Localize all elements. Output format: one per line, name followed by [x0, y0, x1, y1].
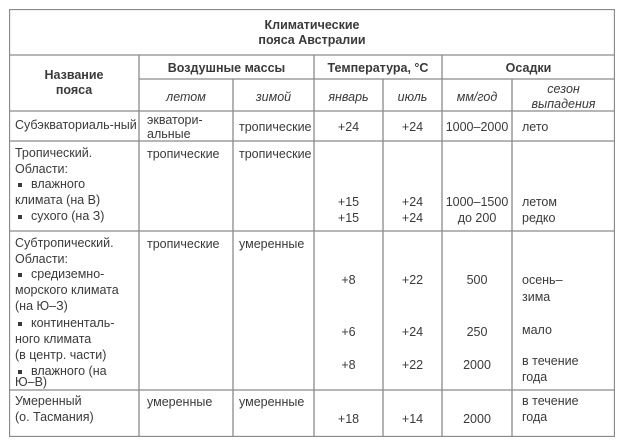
subequatorial-jan: +24 [337, 120, 360, 134]
subtropical-area-1-jul: +22 [401, 273, 424, 287]
temperate-jul: +14 [401, 412, 424, 426]
header-zone-name-line-1: Название [44, 68, 104, 82]
tropical-area-2-mm: до 200 [457, 211, 497, 225]
header-mm-year: мм/год [456, 90, 498, 104]
subtropical-area-3-mm: 2000 [463, 358, 491, 372]
subtropical-summer: тропические [147, 237, 220, 251]
subtropical-area-1-season-line-1: осень– [522, 273, 563, 287]
subtropical-winter: умеренные [239, 237, 305, 251]
tropical-area-1-label-line-1: влажного [31, 177, 86, 191]
table-title-line-2: пояса Австралии [258, 33, 366, 47]
header-zone-name-line-2: пояса [55, 83, 93, 97]
tropical-area-1-mm: 1000–1500 [445, 195, 509, 209]
subtropical-area-2-label-line-3: (в центр. части) [15, 348, 107, 362]
subequatorial-season: лето [522, 120, 549, 134]
header-january: январь [328, 90, 369, 104]
subtropical-area-2-label-line-2: ного климата [15, 332, 92, 346]
subtropical-area-3-season-line-1: в течение [522, 354, 579, 368]
subtropical-area-3-label-line-2: Ю–В) [15, 375, 48, 389]
temperate-winter: умеренные [239, 395, 305, 409]
subtropical-area-3-jan: +8 [341, 358, 356, 372]
tropical-area-2-season: редко [522, 211, 556, 225]
table-title-line-1: Климатические [264, 18, 360, 32]
tropical-summer: тропические [147, 147, 220, 161]
subtropical-area-1-jan: +8 [341, 273, 356, 287]
subtropical-area-1-label-line-2: морского климата [15, 283, 119, 297]
subtropical-area-3-jul: +22 [401, 358, 424, 372]
subequatorial-name: Субэкваториаль-ный [15, 118, 137, 132]
subtropical-area-2-mm: 250 [466, 325, 488, 339]
subtropical-area-1-label-line-3: (на Ю–З) [15, 299, 68, 313]
header-temperature: Температура, °С [327, 61, 429, 75]
header-july: июль [397, 90, 428, 104]
subtropical-area-2-label-line-1: континенталь- [31, 316, 115, 330]
temperate-summer: умеренные [147, 395, 213, 409]
climate-zones-table [9, 9, 615, 437]
tropical-name-line-1: Тропический. [15, 146, 93, 160]
bullet-icon [18, 322, 22, 326]
tropical-area-2-jan: +15 [337, 211, 360, 225]
subequatorial-mm: 1000–2000 [445, 120, 509, 134]
subtropical-area-1-mm: 500 [466, 273, 488, 287]
subtropical-area-1-season-line-2: зима [522, 290, 551, 304]
subequatorial-winter: тропические [239, 120, 312, 134]
tropical-area-1-jan: +15 [337, 195, 360, 209]
subtropical-area-3-season-line-2: года [522, 370, 548, 384]
temperate-name-line-1: Умеренный [15, 394, 82, 408]
tropical-area-1-label-line-2: климата (на В) [15, 193, 101, 207]
subtropical-name-line-1: Субтропический. [15, 236, 114, 250]
bullet-icon [18, 215, 22, 219]
header-season-line-1: сезон [547, 82, 580, 96]
tropical-area-2-jul: +24 [401, 211, 424, 225]
tropical-winter: тропические [239, 147, 312, 161]
subtropical-area-2-jan: +6 [341, 325, 356, 339]
tropical-area-1-jul: +24 [401, 195, 424, 209]
bullet-icon [18, 183, 22, 187]
subequatorial-summer-line-2: альные [147, 127, 191, 141]
bullet-icon [18, 273, 22, 277]
subtropical-area-2-jul: +24 [401, 325, 424, 339]
subtropical-area-2-season: мало [522, 323, 552, 337]
subequatorial-jul: +24 [401, 120, 424, 134]
tropical-area-1-season: летом [522, 195, 557, 209]
subtropical-area-1-label-line-1: средиземно- [31, 267, 105, 281]
subequatorial-summer-line-1: экватори- [147, 113, 203, 127]
header-season-line-2: выпадения [531, 97, 596, 111]
subtropical-name-line-2: Области: [15, 252, 68, 266]
bullet-icon [18, 370, 22, 374]
tropical-name-line-2: Области: [15, 162, 68, 176]
temperate-mm: 2000 [463, 412, 491, 426]
tropical-area-2-label: сухого (на З) [31, 209, 105, 223]
header-winter: зимой [255, 90, 292, 104]
subtropical-area-3-label-line-1: влажного (на [31, 364, 107, 378]
temperate-jan: +18 [337, 412, 360, 426]
temperate-season-line-1: в течение [522, 394, 579, 408]
header-air-masses: Воздушные массы [167, 61, 286, 75]
header-summer: летом [166, 90, 206, 104]
temperate-season-line-2: года [522, 410, 548, 424]
header-precipitation: Осадки [505, 61, 552, 75]
temperate-name-line-2: (о. Тасмания) [15, 410, 94, 424]
